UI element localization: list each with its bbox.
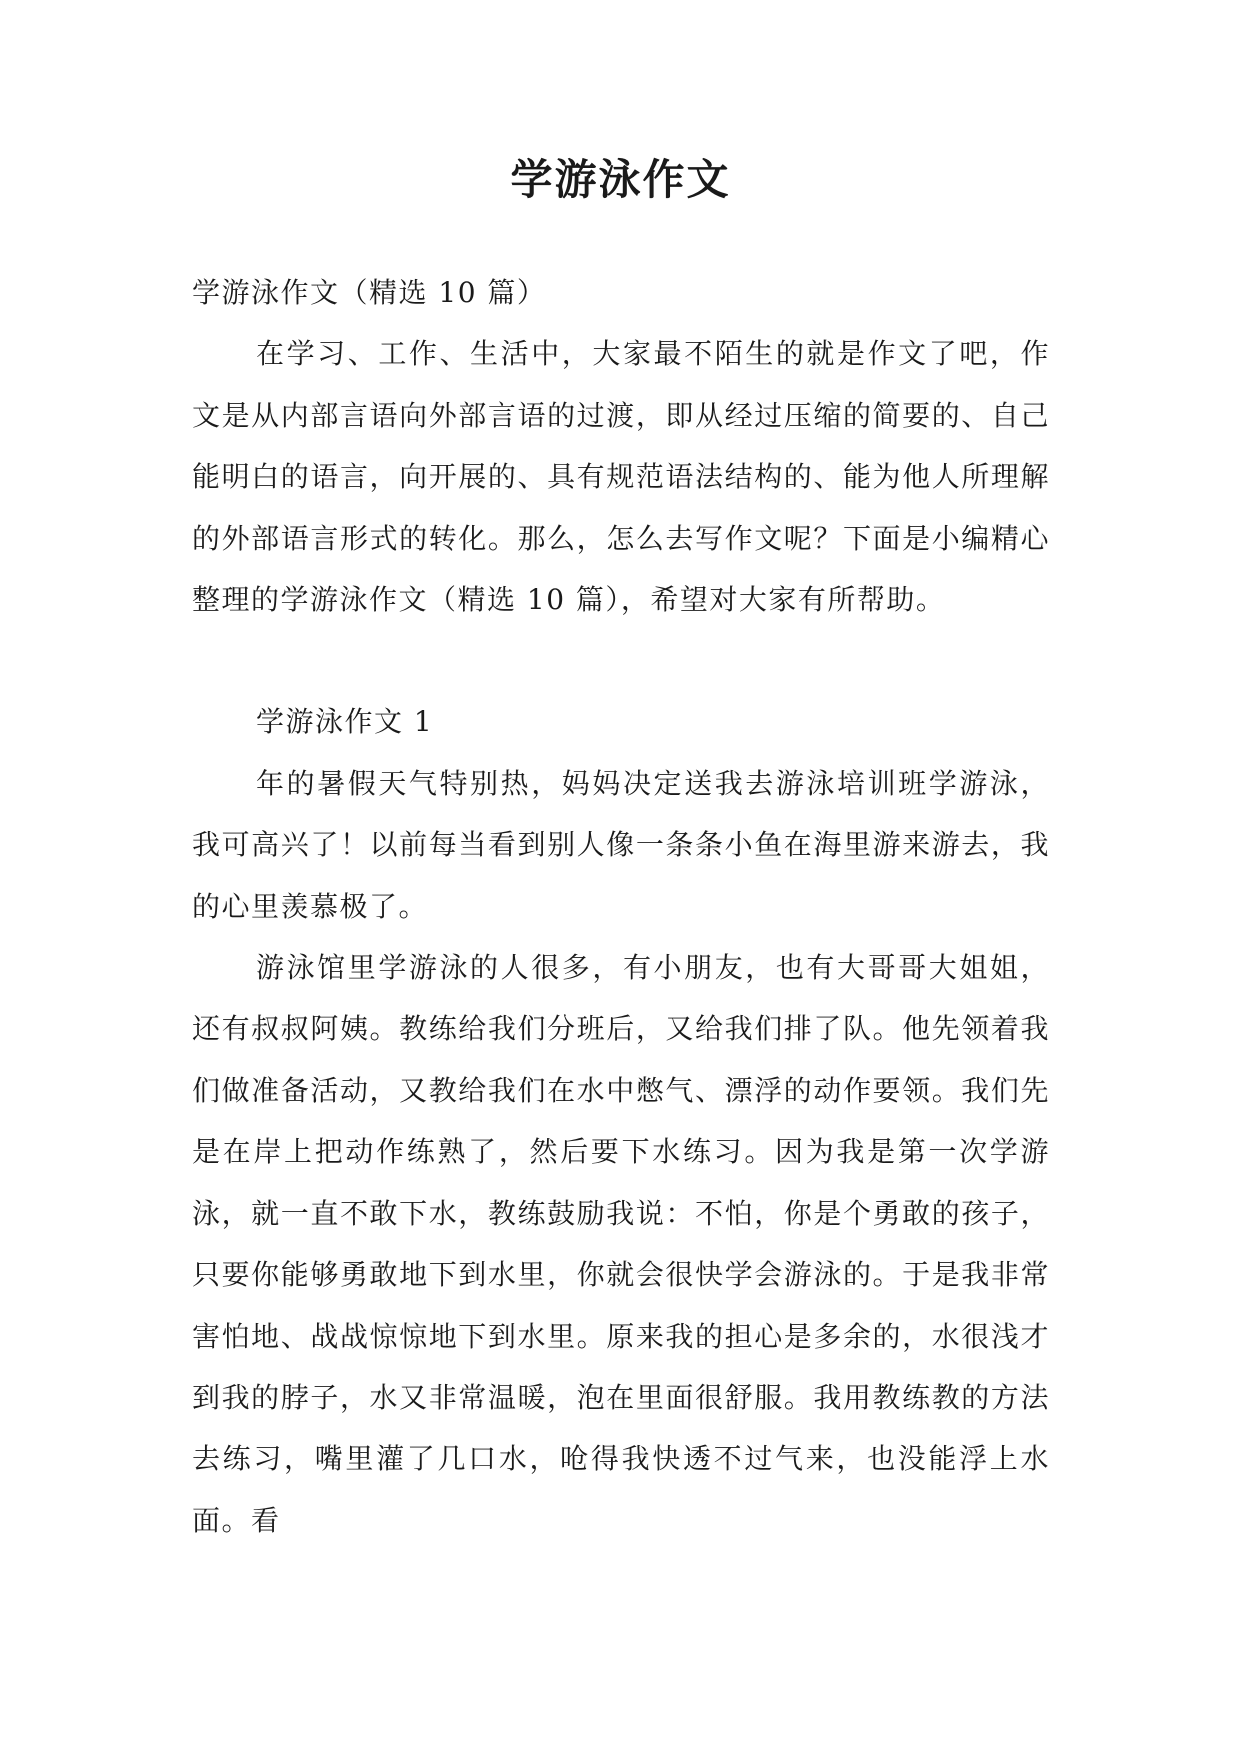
- intro-paragraph: 在学习、工作、生活中，大家最不陌生的就是作文了吧，作文是从内部言语向外部言语的过渡，即从经过压缩的简要的、自己能明白的语言，向开展的、具有规范语法结构的、能为他人所理解的外部语言形式的转化。那么，怎么去写作文呢？下面是小编精心整理的学游泳作文（精选 10 篇），希望对大家有所帮助。: [192, 337, 1050, 617]
- document-body: [192, 262, 1050, 1551]
- body-paragraph: 年的暑假天气特别热，妈妈决定送我去游泳培训班学游泳，我可高兴了！以前每当看到别人像一条条小鱼在海里游来游去，我的心里羡慕极了。: [192, 766, 1050, 923]
- document-subtitle: 学游泳作文（精选 10 篇）: [192, 276, 547, 309]
- section-spacer: [192, 630, 1050, 691]
- document-title: 学游泳作文: [510, 155, 731, 204]
- body-paragraph: 游泳馆里学游泳的人很多，有小朋友，也有大哥哥大姐姐，还有叔叔阿姨。教练给我们分班后，又给我们排了队。他先领着我们做准备活动，又教给我们在水中憋气、漂浮的动作要领。我们先是在岸上把动作练熟了，然后要下水练习。因为我是第一次学游泳，就一直不敢下水，教练鼓励我说：不怕，你是个勇敢的孩子，只要你能够勇敢地下到水里，你就会很快学会游泳的。于是我非常害怕地、战战惊惊地下到水里。原来我的担心是多余的，水很浅才到我的脖子，水又非常温暖，泡在里面很舒服。我用教练教的方法去练习，嘴里灌了几口水，呛得我快透不过气来，也没能浮上水面。看: [192, 951, 1050, 1537]
- section-heading: 学游泳作文 1: [256, 705, 434, 739]
